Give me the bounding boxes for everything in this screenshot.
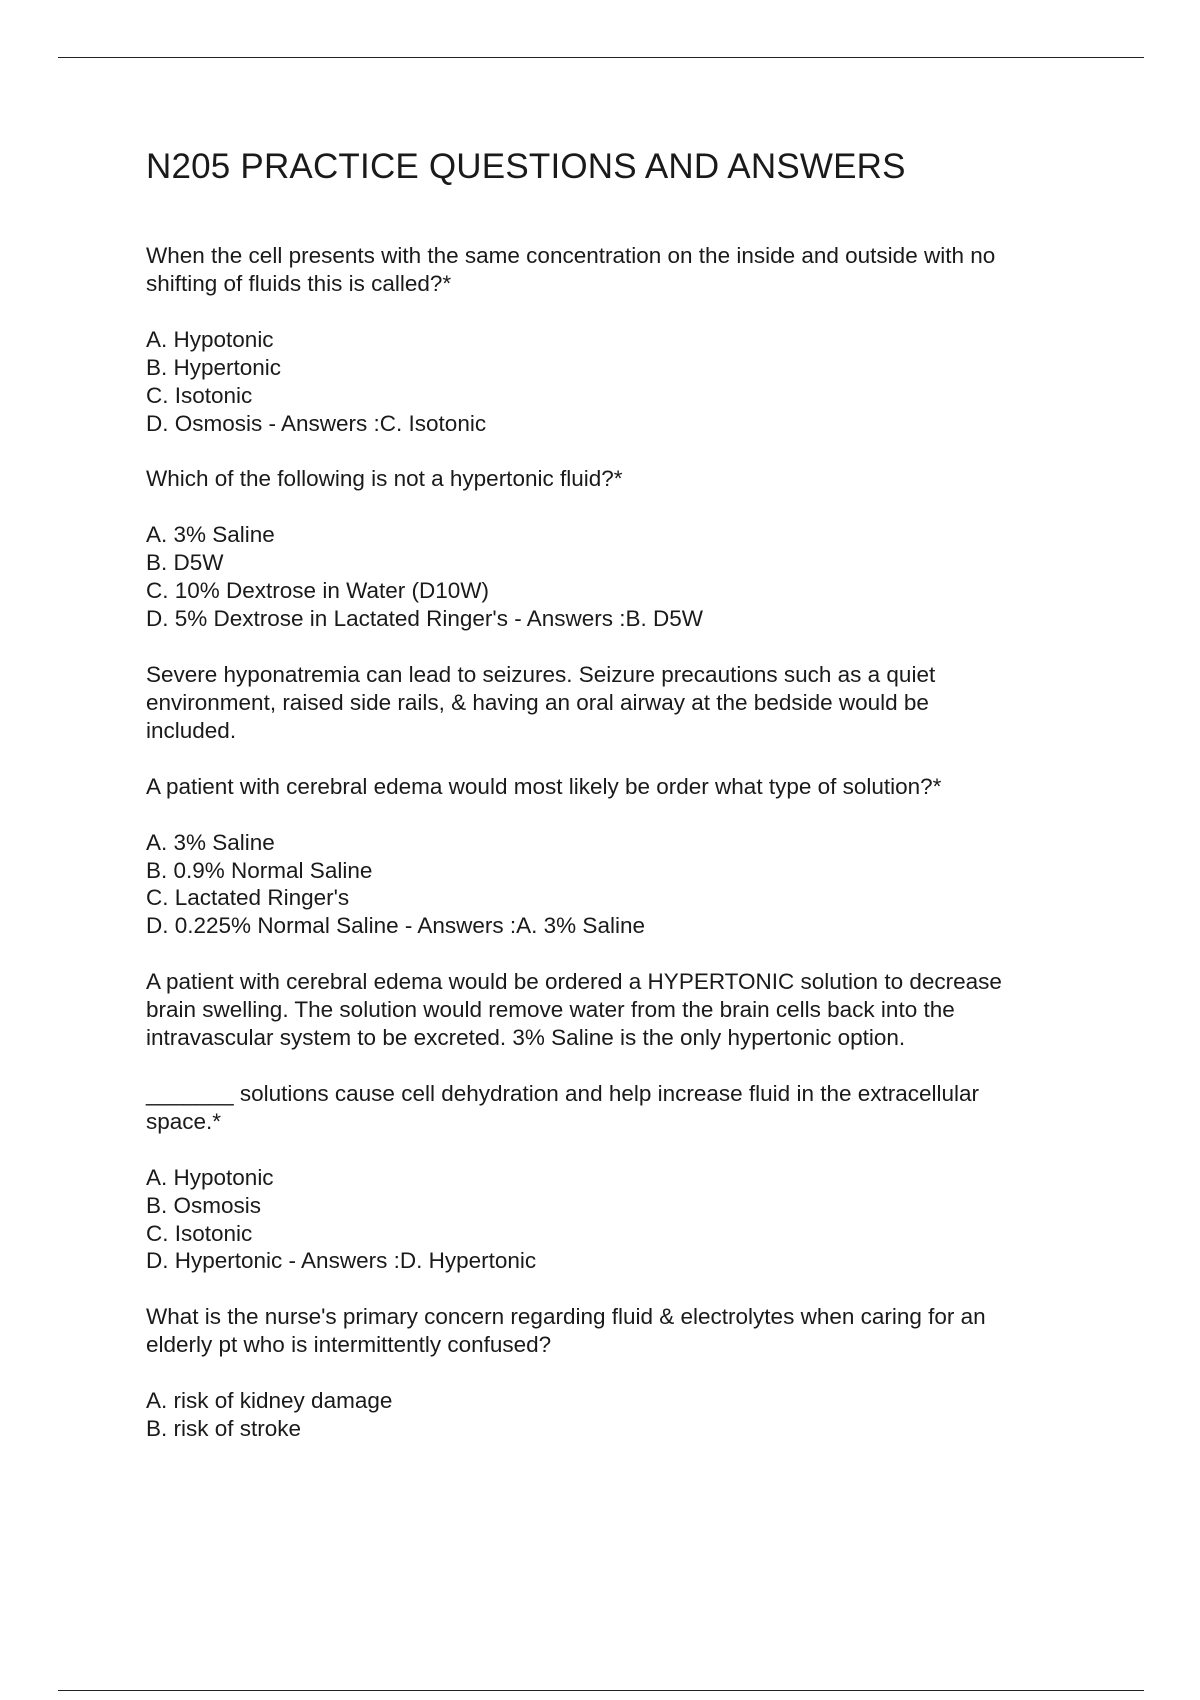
header-rule: [58, 57, 1144, 58]
question-list: [146, 242, 1086, 1443]
text-line: _______ solutions cause cell dehydration and help increase fluid in the extracellular: [146, 1080, 980, 1106]
text-line: D. 5% Dextrose in Lactated Ringer's - Answers :B. D5W: [146, 606, 704, 632]
text-line: D. Hypertonic - Answers :D. Hypertonic: [146, 1248, 537, 1274]
page-content: [146, 140, 1086, 1471]
text-block: [146, 326, 1086, 438]
text-line: D. 0.225% Normal Saline - Answers :A. 3% Saline: [146, 913, 645, 939]
text-line: A. Hypotonic: [146, 1164, 274, 1190]
text-block: [146, 521, 1086, 633]
text-line: shifting of fluids this is called?*: [146, 270, 452, 296]
text-line: included.: [146, 717, 237, 743]
text-line: B. D5W: [146, 550, 224, 576]
text-line: intravascular system to be excreted. 3% Saline is the only hypertonic option.: [146, 1025, 906, 1051]
text-line: elderly pt who is intermittently confused?: [146, 1332, 552, 1358]
footer-rule: [58, 1690, 1144, 1691]
text-line: C. 10% Dextrose in Water (D10W): [146, 578, 490, 604]
text-line: What is the nurse's primary concern regarding fluid & electrolytes when caring for an: [146, 1304, 986, 1330]
text-block: [146, 968, 1086, 1052]
text-line: A. Hypotonic: [146, 326, 274, 352]
text-block: [146, 465, 1086, 493]
text-line: B. Osmosis: [146, 1192, 262, 1218]
text-line: B. 0.9% Normal Saline: [146, 857, 373, 883]
text-block: [146, 242, 1086, 298]
text-block: [146, 1164, 1086, 1276]
text-line: D. Osmosis - Answers :C. Isotonic: [146, 410, 487, 436]
text-line: A. 3% Saline: [146, 829, 275, 855]
text-line: C. Lactated Ringer's: [146, 885, 350, 911]
text-line: B. Hypertonic: [146, 354, 282, 380]
text-line: brain swelling. The solution would remove water from the brain cells back into the: [146, 997, 955, 1023]
text-line: B. risk of stroke: [146, 1416, 302, 1442]
text-block: [146, 661, 1086, 745]
text-line: environment, raised side rails, & having an oral airway at the bedside would be: [146, 689, 929, 715]
text-block: [146, 1303, 1086, 1359]
text-line: A. risk of kidney damage: [146, 1388, 393, 1414]
text-block: [146, 829, 1086, 941]
text-line: C. Isotonic: [146, 1220, 253, 1246]
text-line: Which of the following is not a hypertonic fluid?*: [146, 466, 623, 492]
text-line: A patient with cerebral edema would be ordered a HYPERTONIC solution to decrease: [146, 969, 1002, 995]
text-line: Severe hyponatremia can lead to seizures. Seizure precautions such as a quiet: [146, 661, 936, 687]
text-block: [146, 773, 1086, 801]
document-title: N205 PRACTICE QUESTIONS AND ANSWERS: [146, 147, 906, 186]
text-block: [146, 1080, 1086, 1136]
text-line: When the cell presents with the same concentration on the inside and outside with no: [146, 243, 996, 268]
text-line: C. Isotonic: [146, 382, 253, 408]
text-line: space.*: [146, 1108, 222, 1134]
text-block: [146, 1387, 1086, 1443]
text-line: A patient with cerebral edema would most likely be order what type of solution?*: [146, 773, 942, 799]
text-line: A. 3% Saline: [146, 522, 275, 548]
